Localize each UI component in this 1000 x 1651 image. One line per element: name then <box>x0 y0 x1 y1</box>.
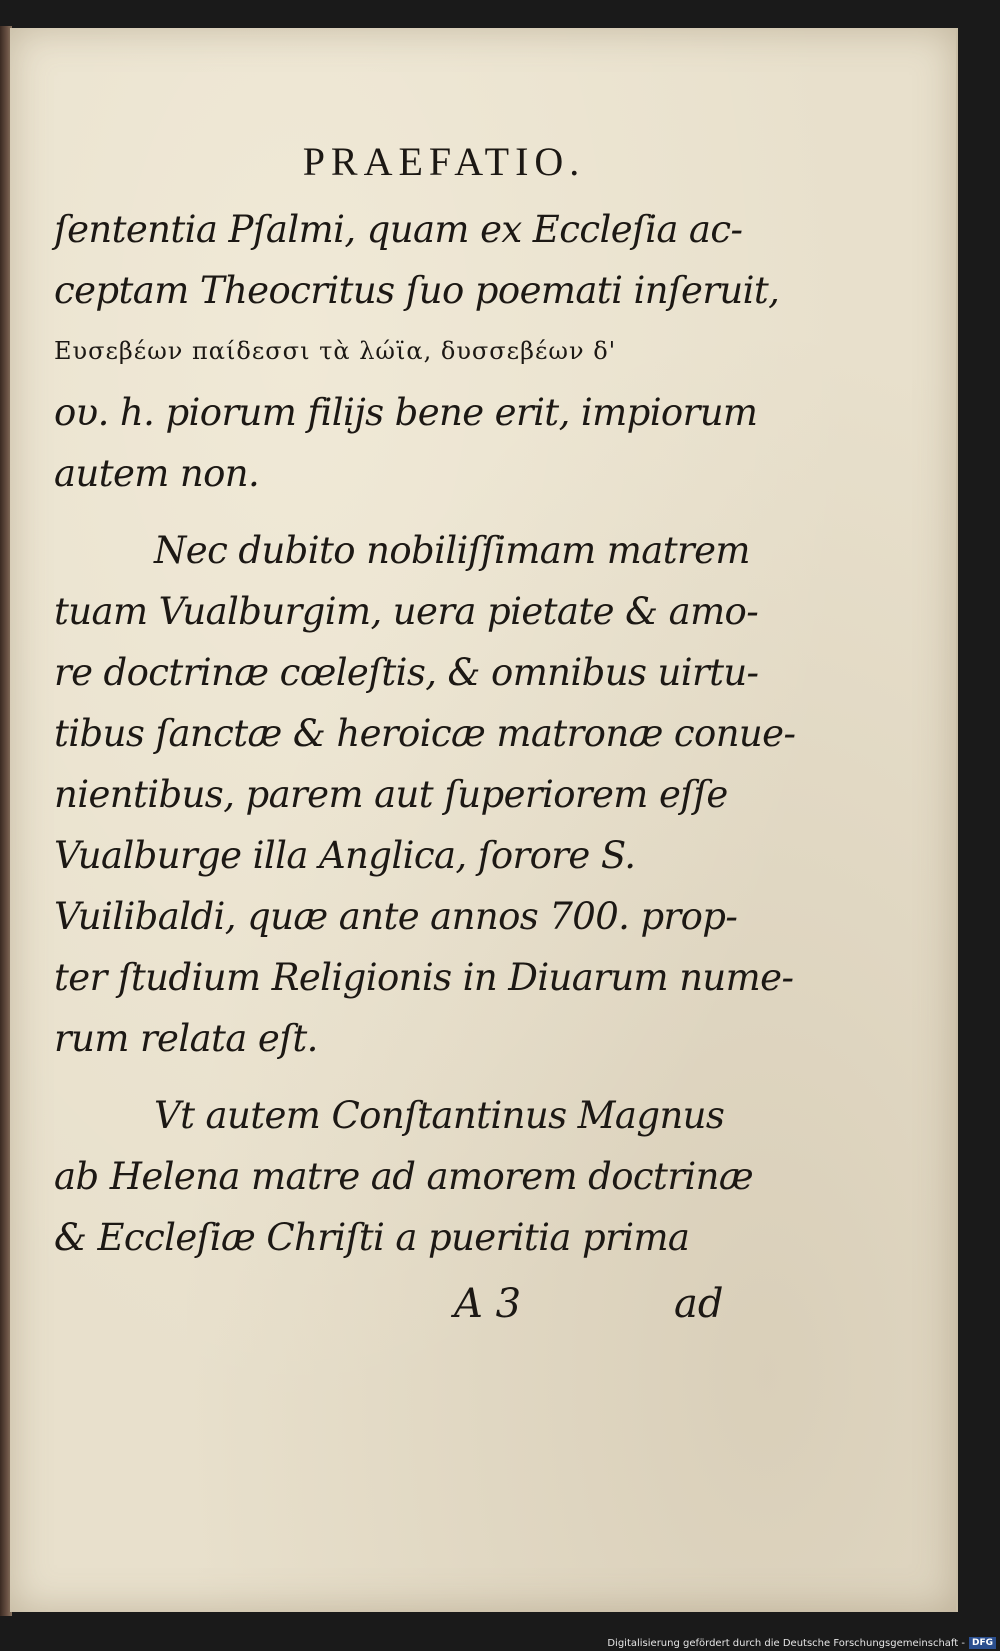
catchword: ad <box>674 1281 724 1327</box>
book-page <box>10 28 958 1612</box>
text-line: tibus ſanctæ & heroicæ matronæ conue- <box>54 712 796 755</box>
text-line: rum relata eſt. <box>54 1017 318 1060</box>
digitization-credit <box>607 1637 996 1649</box>
paragraph-first-line: Vt autem Conſtantinus Magnus <box>154 1094 725 1137</box>
text-line: & Eccleſiæ Chriſti a pueritia prima <box>54 1216 690 1259</box>
text-line: ab Helena matre ad amorem doctrinæ <box>54 1155 754 1198</box>
page-heading: PRAEFATIO. <box>302 139 586 184</box>
text-line: re doctrinæ cœleſtis, & omnibus uirtu- <box>54 651 759 694</box>
page-foot <box>54 1274 774 1334</box>
text-line: ου. h. piorum filijs bene erit, impiorum <box>54 391 758 434</box>
paragraph-first-line: Nec dubito nobiliſſimam matrem <box>154 529 750 572</box>
text-line: ſententia Pſalmi, quam ex Eccleſia ac- <box>54 208 743 251</box>
text-line: ter ſtudium Religionis in Diuarum nume- <box>54 956 794 999</box>
text-line: tuam Vualburgim, uera pietate & amo- <box>54 590 759 633</box>
text-line: autem non. <box>54 452 260 495</box>
credit-text: Digitalisierung gefördert durch die Deutsche Forschungsgemeinschaft - <box>607 1637 965 1649</box>
dfg-logo: DFG <box>969 1637 996 1649</box>
greek-quote-line: Ευσεβέων παίδεσσι τὰ λώϊα, δυσσεβέων δ' <box>54 337 617 365</box>
text-line: nientibus, parem aut ſuperiorem eſſe <box>54 773 728 816</box>
text-line: Vualburge illa Anglica, ſorore S. <box>54 834 636 877</box>
text-line: Vuilibaldi, quæ ante annos 700. prop- <box>54 895 738 938</box>
page-text <box>54 138 796 1334</box>
signature-mark: A 3 <box>454 1281 522 1327</box>
text-line: ceptam Theocritus ſuo poemati inſeruit, <box>54 269 780 312</box>
